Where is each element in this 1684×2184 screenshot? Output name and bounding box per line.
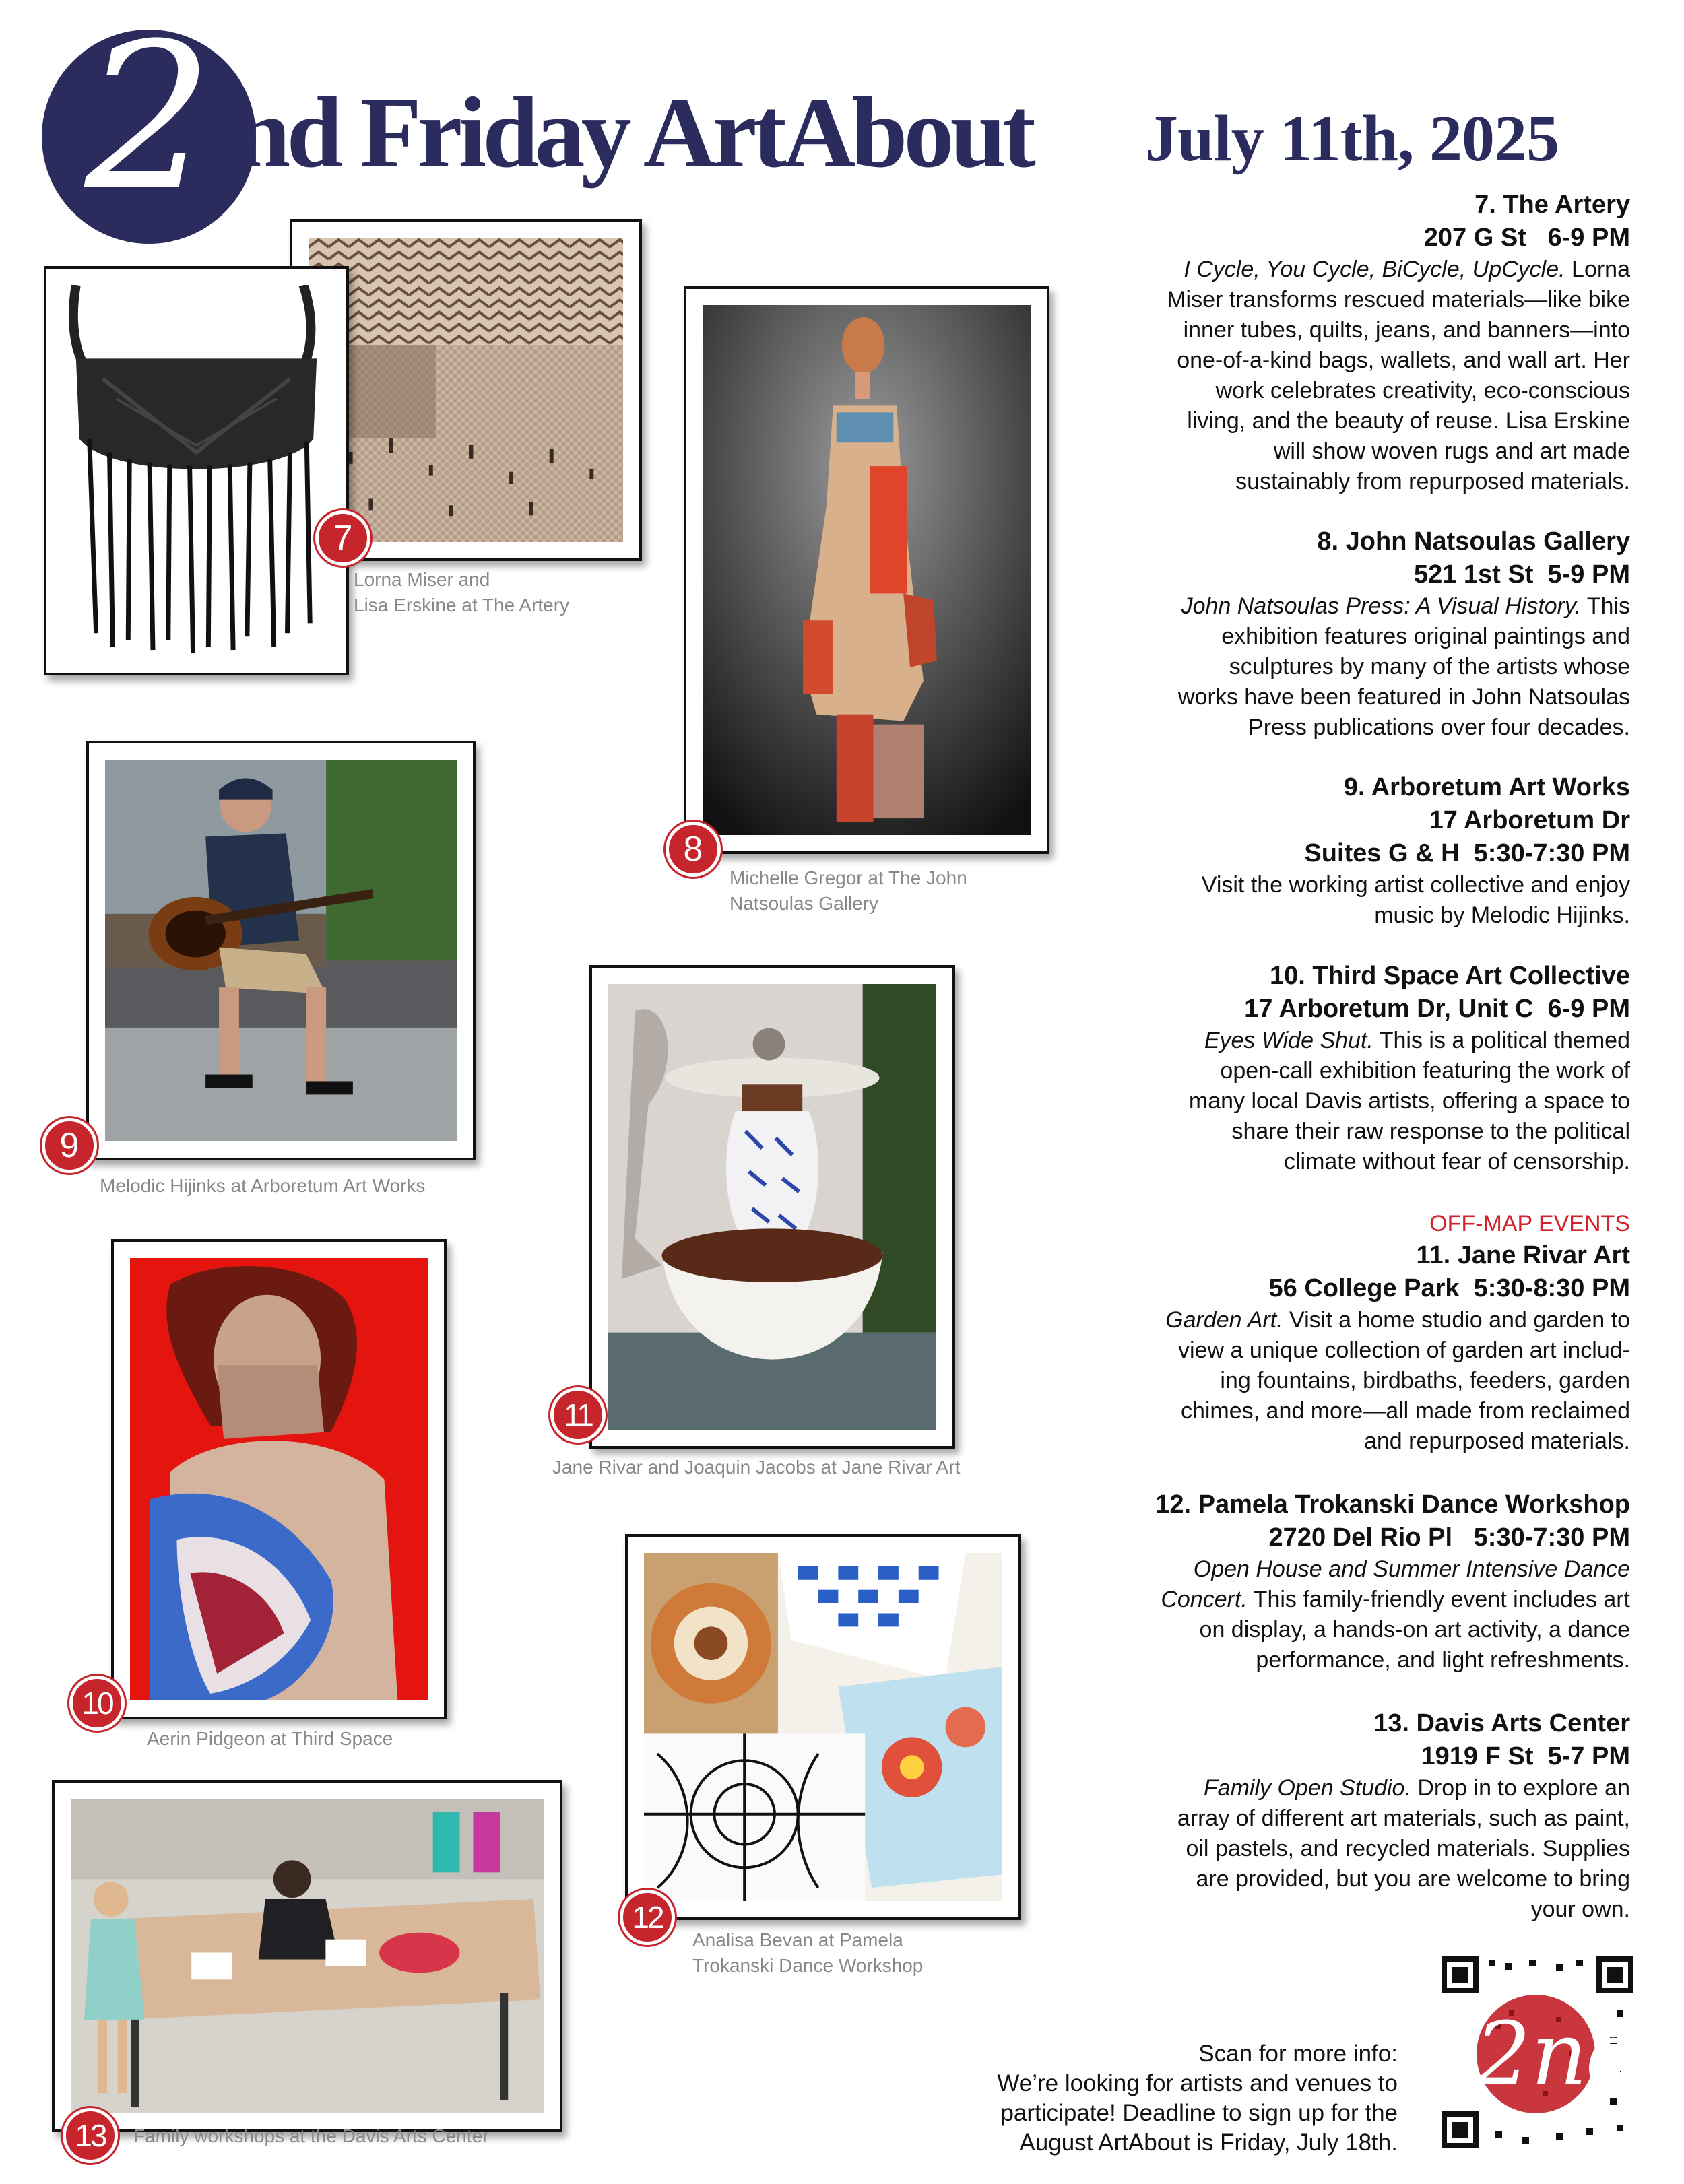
sculpture-image <box>703 305 1031 835</box>
caption-7 <box>354 567 569 618</box>
photo-zentangle-art <box>625 1534 1021 1920</box>
event-body-line: Press publications over four decades. <box>1248 715 1630 740</box>
event-subtitle: I Cycle, You Cycle, BiCycle, UpCycle. <box>1184 257 1565 282</box>
caption-9: Melodic Hijinks at Arboretum Art Works <box>100 1175 426 1196</box>
family-workshop-image <box>71 1799 544 2113</box>
event-body-line: chimes, and more—all made from reclaimed <box>1180 1398 1630 1424</box>
footer-line: participate! Deadline to sign up for the <box>1000 2100 1398 2126</box>
caption-13: Family workshops at the Davis Arts Center <box>133 2125 489 2146</box>
red-painting-image <box>130 1258 428 1700</box>
event-body-line: and repurposed materials. <box>1363 1428 1630 1454</box>
scan-label: Scan for more info: <box>1198 2041 1398 2067</box>
event-9 <box>997 771 1630 931</box>
logo-digit: 2 <box>84 0 214 235</box>
event-body-line: Visit a home studio and garden to <box>1283 1307 1630 1333</box>
caption-11: Jane Rivar and Joaquin Jacobs at Jane Rivar Art <box>552 1457 961 1478</box>
badge-12: 12 <box>620 1890 675 1945</box>
event-address: 2720 Del Rio Pl 5:30-7:30 PM <box>1268 1523 1630 1552</box>
photo-sculpture <box>684 286 1049 854</box>
photo-fountain <box>589 965 955 1449</box>
event-title: 8. John Natsoulas Gallery <box>1317 527 1630 556</box>
event-body-line: one-of-a-kind bags, wallets, and wall art. Her <box>1177 348 1630 373</box>
woven-art-image <box>309 238 623 542</box>
event-body-line: your own. <box>1530 1896 1630 1922</box>
event-11 <box>997 1209 1630 1457</box>
event-address: 207 G St 6-9 PM <box>1423 224 1630 252</box>
event-body-line: work celebrates creativity, eco-conscious <box>1215 378 1630 403</box>
event-body-line: on display, a hands-on art activity, a dance <box>1199 1617 1630 1643</box>
event-body-line: performance, and light refreshments. <box>1256 1647 1630 1673</box>
off-map-label: OFF-MAP EVENTS <box>1429 1211 1630 1236</box>
event-7 <box>997 189 1630 497</box>
event-body-line: sustainably from repurposed materials. <box>1235 469 1630 494</box>
event-body-line: ing fountains, birdbaths, feeders, garden <box>1220 1368 1630 1393</box>
event-subtitle: John Natsoulas Press: A Visual History. <box>1181 593 1581 619</box>
caption-line: Lisa Erskine at The Artery <box>354 595 570 616</box>
badge-11: 11 <box>550 1387 606 1443</box>
photo-fringe-bag <box>44 266 349 675</box>
guitarist-image <box>105 760 457 1141</box>
event-body-line: oil pastels, and recycled materials. Supplies <box>1186 1836 1630 1861</box>
photo-family-workshop <box>52 1780 562 2132</box>
event-body-line: Miser transforms rescued materials—like bike <box>1167 287 1630 312</box>
event-body-line: This <box>1580 593 1630 619</box>
photo-red-painting <box>111 1239 447 1719</box>
event-8 <box>997 525 1630 743</box>
caption-line: Trokanski Dance Workshop <box>692 1955 924 1976</box>
event-body-line: Drop in to explore an <box>1411 1775 1630 1801</box>
event-address: 521 1st St 5-9 PM <box>1413 560 1630 589</box>
fountain-image <box>608 984 936 1430</box>
caption-line: Michelle Gregor at The John <box>730 867 967 888</box>
event-date: July 11th, 2025 <box>1145 102 1559 175</box>
event-body-line: are provided, but you are welcome to bring <box>1196 1866 1630 1892</box>
caption-line: Lorna Miser and <box>354 569 490 590</box>
badge-13: 13 <box>63 2108 118 2163</box>
event-body-line: will show woven rugs and art made <box>1273 438 1630 464</box>
event-title: 13. Davis Arts Center <box>1373 1709 1630 1738</box>
event-body-line: This is a political themed <box>1373 1028 1630 1053</box>
event-body-line: inner tubes, quilts, jeans, and banners—into <box>1183 317 1630 343</box>
zentangle-image <box>644 1553 1002 1901</box>
caption-line: Natsoulas Gallery <box>730 893 878 914</box>
event-subtitle: Family Open Studio. <box>1203 1775 1411 1801</box>
event-body-line: Lorna <box>1565 257 1630 282</box>
qr-logo: 2nd <box>1475 2003 1644 2105</box>
caption-10: Aerin Pidgeon at Third Space <box>147 1728 393 1749</box>
event-10 <box>997 960 1630 1177</box>
event-body-line: Visit the working artist collective and enjoy <box>1201 872 1630 898</box>
footer-line: We’re looking for artists and venues to <box>997 2070 1398 2096</box>
event-address: 56 College Park 5:30-8:30 PM <box>1268 1274 1630 1302</box>
badge-7: 7 <box>315 510 370 566</box>
event-body-line: share their raw response to the political <box>1231 1119 1630 1144</box>
event-body-line: view a unique collection of garden art includ- <box>1178 1337 1630 1363</box>
event-address: 1919 F St 5-7 PM <box>1421 1742 1630 1771</box>
event-subtitle-2: Concert. <box>1161 1587 1248 1612</box>
badge-10: 10 <box>69 1676 125 1731</box>
event-13 <box>997 1707 1630 1925</box>
caption-12 <box>692 1927 923 1979</box>
event-address: 17 Arboretum Dr, Unit C 6-9 PM <box>1244 995 1630 1023</box>
footer-info <box>859 2039 1398 2158</box>
event-body-line: open-call exhibition featuring the work of <box>1220 1058 1630 1084</box>
page-title: nd Friday ArtAbout <box>234 77 1032 189</box>
caption-line: Analisa Bevan at Pamela <box>692 1929 903 1950</box>
event-body-line: exhibition features original paintings and <box>1221 624 1630 649</box>
qr-code[interactable] <box>1442 1956 1644 2148</box>
event-subtitle: Garden Art. <box>1165 1307 1283 1333</box>
event-address: 17 Arboretum Dr <box>1429 806 1630 834</box>
event-title: 10. Third Space Art Collective <box>1270 962 1630 990</box>
event-body-line: climate without fear of censorship. <box>1283 1149 1630 1174</box>
footer-line: August ArtAbout is Friday, July 18th. <box>1019 2129 1398 2156</box>
event-body-line: many local Davis artists, offering a space to <box>1188 1088 1630 1114</box>
photo-guitarist <box>86 741 476 1160</box>
event-title: 12. Pamela Trokanski Dance Workshop <box>1155 1490 1630 1519</box>
event-body-line: This family-friendly event includes art <box>1247 1587 1630 1612</box>
event-title: 9. Arboretum Art Works <box>1343 773 1630 801</box>
badge-9: 9 <box>42 1118 97 1173</box>
event-subtitle: Open House and Summer Intensive Dance <box>1193 1556 1630 1582</box>
event-subtitle: Eyes Wide Shut. <box>1204 1028 1373 1053</box>
event-title: 11. Jane Rivar Art <box>1416 1241 1630 1269</box>
event-body-line: sculptures by many of the artists whose <box>1229 654 1630 680</box>
badge-8: 8 <box>666 822 721 877</box>
event-body-line: living, and the beauty of reuse. Lisa Erskine <box>1187 408 1630 434</box>
event-body-line: array of different art materials, such as paint, <box>1177 1806 1630 1831</box>
event-body-line: music by Melodic Hijinks. <box>1374 902 1630 928</box>
event-title: 7. The Artery <box>1475 191 1630 219</box>
event-12 <box>997 1488 1630 1676</box>
caption-8 <box>730 865 967 917</box>
event-address-2: Suites G & H 5:30-7:30 PM <box>1304 839 1630 867</box>
fringe-bag-image <box>63 285 330 657</box>
event-body-line: works have been featured in John Natsoulas <box>1178 684 1630 710</box>
